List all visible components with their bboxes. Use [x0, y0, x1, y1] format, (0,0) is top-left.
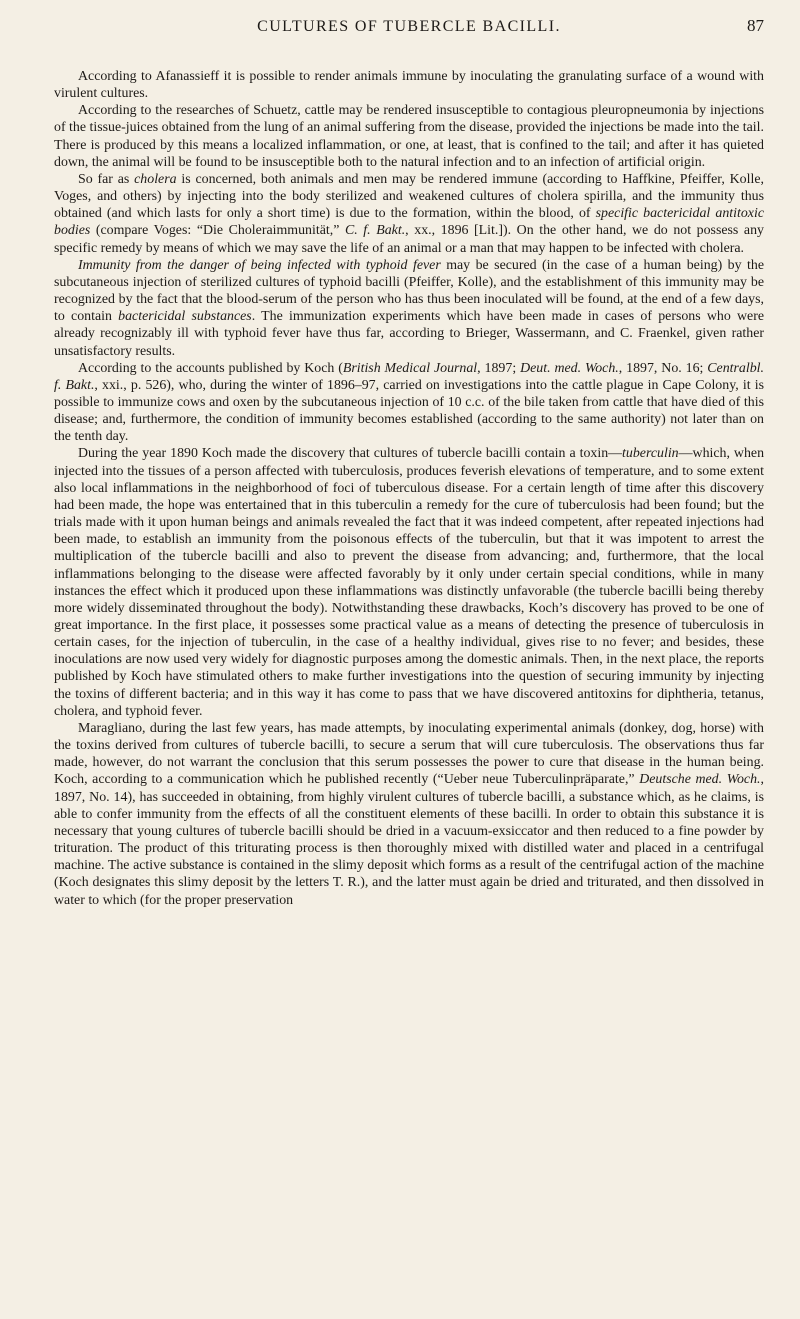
text-run: (compare Voges: “Die Choleraimmunität,”	[90, 223, 345, 239]
paragraph	[54, 102, 764, 171]
paragraph	[54, 720, 764, 909]
text-run: Maragliano, during the last few years, has made attempts, by inoculating experimental animals (donkey, dog, horse) with the toxins derived from cultures of tubercle bacilli, to secure a serum that will cure tuberculosis. The observations thus far made, however, do not warrant the conclusion that this serum possesses the power to cure that disease in the human being. Koch, according to a communication which he published recently (“Ueber neue Tuberculinpräparate,”	[54, 720, 764, 788]
page-header	[54, 0, 764, 50]
text-run: , xxi., p. 526), who, during the winter of 1896–97, carried on investigations into the cattle plague in Cape Colony, it is possible to immunize cows and oxen by the subcutaneous injection of 10 c.c. of the bile taken from cattle that have died of this disease; and, furthermore, the condition of immunity becomes established (according to the same authority) not later than on the tenth day.	[54, 377, 764, 445]
italic-text: C. f. Bakt.	[344, 223, 406, 239]
text-run: According to Afanassieff it is possible to render animals immune by inoculating the granulating surface of a wound with virulent cultures.	[54, 69, 764, 102]
page-number: 87	[747, 16, 764, 35]
text-run: is concerned, both animals and men may be rendered immune (according to Haffkine, Pfeiffer, Kolle, Voges, and others) by injecting into the body sterilized and weakened cultures of cholera spirilla, and the immunity thus obtained (and which lasts for only a short time) is due to the formation, within the blood, of	[54, 171, 764, 222]
text-run: So far as	[78, 171, 135, 187]
text-run: , 1897, No. 16;	[618, 360, 708, 376]
text-run: , 1897;	[477, 360, 521, 376]
italic-text: Centralbl. f. Bakt.	[54, 360, 764, 393]
italic-text: Deut. med. Woch.	[520, 360, 619, 376]
italic-text: specific bactericidal antitoxic bodies	[54, 206, 764, 239]
text-run: —which, when injected into the tissues of a person affected with tuberculosis, produces feverish elevations of temperature, and to some extent also local inflammations in the neighborhood of foci of tuberculous disease. For a certain length of time after this discovery had been made, the hope was entertained that in this tuberculin a remedy for the cure of tuberculosis had been found; but the trials made with it upon human beings and animals revealed the fact that it was indeed competent, after repeated injections had been made, to establish an immunity from the poisonous effects of the tuberculin, but that it was impotent to arrest the multiplication of the tubercle bacilli and also to prevent the disease from advancing; and, furthermore, that the local inflammations belonging to the disease were affected favorably by it only under certain special conditions, while in many instances the effect which it produced upon these inflammations was distinctly unfavorable (the tubercle bacilli being thereby more widely disseminated throughout the body). Notwithstanding these drawbacks, Koch’s discovery has proved to be one of great importance. In the first place, it possesses some practical value as a means of detecting the presence of tuberculosis in certain cases, for the injection of tuberculin, in the case of a healthy individual, gives rise to no fever; and besides, these inoculations are now used very widely for diagnostic purposes among the domestic animals. Then, in the next place, the reports published by Koch have stimulated others to make further investigations into the question of securing immunity by injecting the toxins of different bacteria; and in this way it has come to pass that we have discovered antitoxins for diphtheria, tetanus, cholera, and typhoid fever.	[54, 446, 765, 719]
body-text	[54, 68, 764, 909]
running-title: CULTURES OF TUBERCLE BACILLI.	[257, 18, 561, 35]
paragraph	[54, 171, 764, 257]
paragraph	[54, 68, 764, 102]
paragraph	[54, 445, 764, 720]
text-run: . The immunization experiments which have been made in cases of persons who were already recognizably ill with typhoid fever have thus far, according to Brieger, Wassermann, and C. Fraenkel, given rather unsatisfactory results.	[54, 309, 765, 359]
book-page	[54, 0, 764, 1319]
text-run: , 1897, No. 14), has succeeded in obtaining, from highly virulent cultures of tubercle bacilli, a substance which, as he claims, is able to confer immunity from the effects of all the constituent elements of these bacilli. In order to obtain this substance it is necessary that young cultures of tubercle bacilli should be dried in a vacuum-exsiccator and then reduced to a fine powder by trituration. The product of this triturating process is then thoroughly mixed with distilled water and placed in a centrifugal machine. The active substance is contained in the slimy deposit which forms as a result of the centrifugal action of the machine (Koch designates this slimy deposit by the letters T. R.), and the latter must again be dried and triturated, and then dissolved in water to which (for the proper preservation	[54, 772, 764, 908]
paragraph	[54, 360, 764, 446]
text-run: , xx., 1896 [Lit.]). On the other hand, we do not possess any specific remedy by means of which we may save the life of an animal or a man that may happen to be infected with cholera.	[54, 223, 764, 256]
text-run: During the year 1890 Koch made the discovery that cultures of tubercle bacilli contain a toxin—	[78, 446, 623, 462]
text-run: may be secured (in the case of a human being) by the subcutaneous injection of sterilized cultures of typhoid bacilli (Pfeiffer, Kolle), and the establishment of this immunity may be recognized by the fact that the blood-serum of the person who has thus been inoculated will be found, at the end of a few days, to contain	[54, 257, 765, 325]
italic-text: Deutsche med. Woch.	[639, 772, 761, 788]
text-run: According to the accounts published by Koch (	[78, 360, 343, 376]
italic-text: British Medical Journal	[342, 360, 478, 376]
italic-text: bactericidal substances	[118, 309, 252, 325]
italic-text: tuberculin	[622, 446, 679, 462]
italic-text: Immunity from the danger of being infected with typhoid fever	[78, 257, 441, 273]
text-run: According to the researches of Schuetz, cattle may be rendered insusceptible to contagious pleuropneumonia by injections of the tissue-juices obtained from the lung of an animal suffering from the disease, provided the injections be made into the tail. There is produced by this means a localized inflammation, or one, at least, that is confined to the tail; and after it has quieted down, the animal will be found to be insusceptible both to the natural infection and to an infection of artificial origin.	[54, 103, 764, 170]
paragraph	[54, 257, 764, 360]
italic-text: cholera	[134, 171, 177, 187]
